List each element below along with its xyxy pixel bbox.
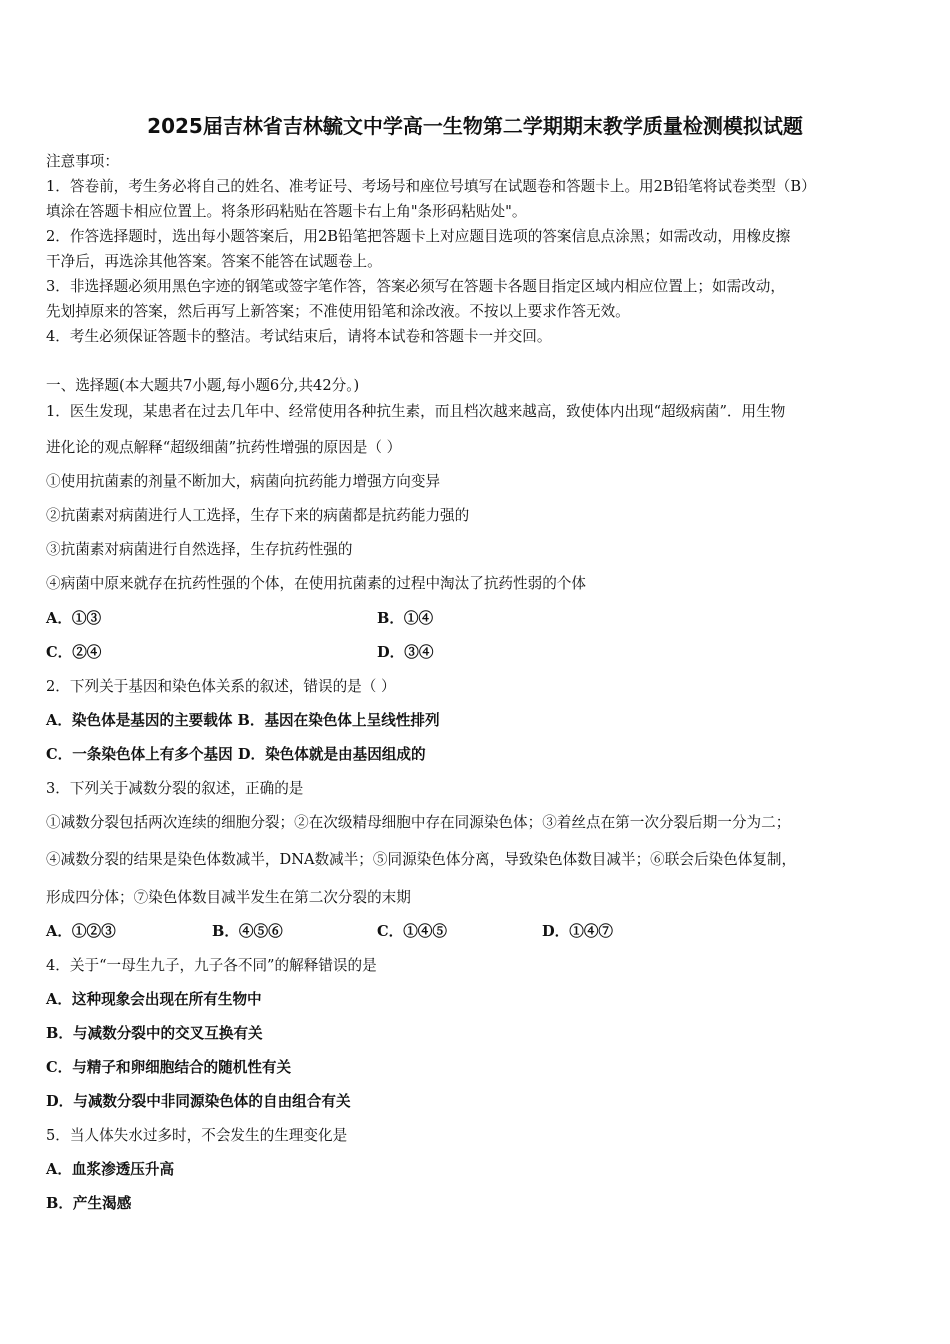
question-1-statement: ③抗菌素对病菌进行自然选择，生存抗药性强的 <box>46 541 353 558</box>
question-3-option-a: A．①②③ <box>46 923 116 940</box>
question-4-stem: 4．关于“一母生九子，九子各不同”的解释错误的是 <box>46 957 377 974</box>
question-4-option-d: D．与减数分裂中非同源染色体的自由组合有关 <box>46 1093 351 1110</box>
question-1-option-d: D．③④ <box>377 644 434 661</box>
notice-line: 4．考生必须保证答题卡的整洁。考试结束后，请将本试卷和答题卡一并交回。 <box>46 328 552 345</box>
notice-line: 2．作答选择题时，选出每小题答案后，用2B铅笔把答题卡上对应题目选项的答案信息点涂黑；如需改动，用橡皮擦 <box>46 228 791 245</box>
question-3-stem: 3．下列关于减数分裂的叙述，正确的是 <box>46 780 304 797</box>
question-2-options-cd: C．一条染色体上有多个基因 D．染色体就是由基因组成的 <box>46 746 426 763</box>
question-1-option-b: B．①④ <box>377 610 434 627</box>
question-3-statements: ④减数分裂的结果是染色体数减半，DNA数减半；⑤同源染色体分离，导致染色体数目减半；⑥联会后染色体复制， <box>46 851 797 868</box>
question-4-option-b: B．与减数分裂中的交叉互换有关 <box>46 1025 263 1042</box>
question-5-stem: 5．当人体失水过多时，不会发生的生理变化是 <box>46 1127 348 1144</box>
question-3-option-c: C．①④⑤ <box>377 923 447 940</box>
exam-title: 2025届吉林省吉林毓文中学高一生物第二学期期末教学质量检测模拟试题 <box>147 114 803 138</box>
question-3-statements: 形成四分体；⑦染色体数目减半发生在第二次分裂的末期 <box>46 889 411 906</box>
question-1-stem: 1．医生发现，某患者在过去几年中、经常使用各种抗生素，而且档次越来越高，致使体内出现“超级病菌”．用生物 <box>46 403 786 420</box>
question-3-option-b: B．④⑤⑥ <box>212 923 283 940</box>
question-1-option-a: A．①③ <box>46 610 102 627</box>
question-1-statement: ④病菌中原来就存在抗药性强的个体，在使用抗菌素的过程中淘汰了抗药性弱的个体 <box>46 575 586 592</box>
notice-line: 1．答卷前，考生务必将自己的姓名、准考证号、考场号和座位号填写在试题卷和答题卡上。用2B铅笔将试卷类型（B） <box>46 178 816 195</box>
question-5-option-a: A．血浆渗透压升高 <box>46 1161 175 1178</box>
question-3-option-d: D．①④⑦ <box>542 923 614 940</box>
notice-line: 先划掉原来的答案，然后再写上新答案；不准使用铅笔和涂改液。不按以上要求作答无效。 <box>46 303 630 320</box>
question-2-options-ab: A．染色体是基因的主要载体 B．基因在染色体上呈线性排列 <box>46 712 440 729</box>
notice-heading: 注意事项： <box>46 153 119 170</box>
notice-line: 干净后，再选涂其他答案。答案不能答在试题卷上。 <box>46 253 382 270</box>
question-3-statements: ①减数分裂包括两次连续的细胞分裂；②在次级精母细胞中存在同源染色体；③着丝点在第一次分裂后期一分为二； <box>46 814 791 831</box>
section-heading: 一、选择题(本大题共7小题,每小题6分,共42分。) <box>46 377 360 394</box>
question-1-statement: ①使用抗菌素的剂量不断加大，病菌向抗药能力增强方向变异 <box>46 473 441 490</box>
question-1-statement: ②抗菌素对病菌进行人工选择，生存下来的病菌都是抗药能力强的 <box>46 507 470 524</box>
notice-line: 3．非选择题必须用黑色字迹的钢笔或签字笔作答，答案必须写在答题卡各题目指定区域内相应位置上；如需改动， <box>46 278 785 295</box>
question-2-stem: 2．下列关于基因和染色体关系的叙述，错误的是（ ） <box>46 678 396 695</box>
question-5-option-b: B．产生渴感 <box>46 1195 132 1212</box>
notice-line: 填涂在答题卡相应位置上。将条形码粘贴在答题卡右上角"条形码粘贴处"。 <box>46 203 527 220</box>
question-1-option-c: C．②④ <box>46 644 102 661</box>
question-1-stem: 进化论的观点解释“超级细菌”抗药性增强的原因是（ ） <box>46 439 402 456</box>
question-4-option-c: C．与精子和卵细胞结合的随机性有关 <box>46 1059 292 1076</box>
question-4-option-a: A．这种现象会出现在所有生物中 <box>46 991 262 1008</box>
